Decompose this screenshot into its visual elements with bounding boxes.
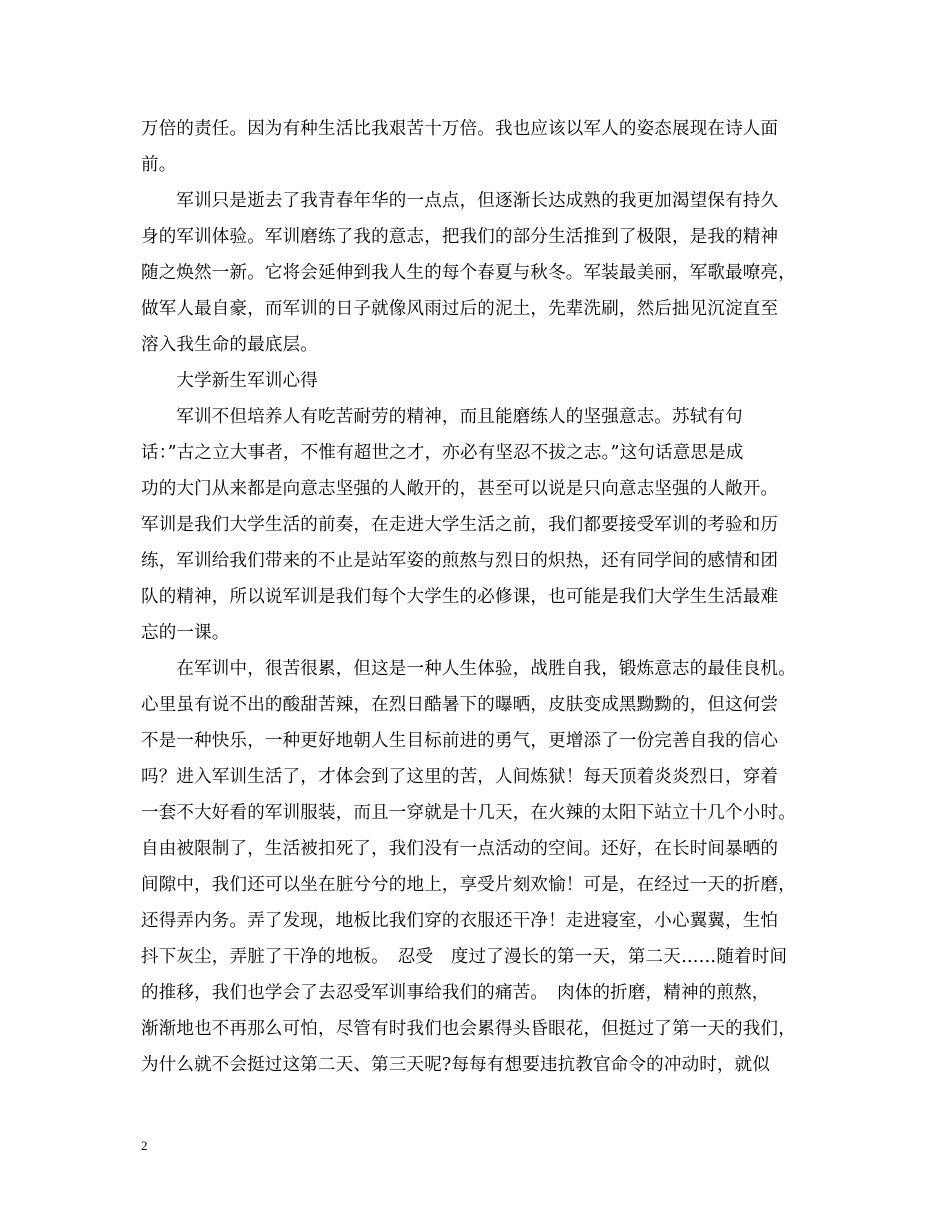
text-line: 间隙中，我们还可以坐在脏兮兮的地上，享受片刻欢愉！可是，在经过一天的折磨， xyxy=(141,875,796,895)
text-line: 渐渐地也不再那么可怕，尽管有时我们也会累得头昏眼花，但挺过了第一天的我们， xyxy=(141,1019,796,1039)
text-line: 军训不但培养人有吃苦耐劳的精神，而且能磨练人的坚强意志。苏轼有句 xyxy=(141,407,743,427)
text-line: 忘的一课。 xyxy=(141,623,230,643)
text-line: 一套不大好看的军训服装，而且一穿就是十几天，在火辣的太阳下站立十几个小时。 xyxy=(141,803,796,823)
text-line: 军训只是逝去了我青春年华的一点点，但逐渐长达成熟的我更加渴望保有持久 xyxy=(141,191,779,211)
text-line: 抖下灰尘，弄脏了干净的地板。 忍受 度过了漫长的第一天，第二天……随着时间 xyxy=(141,947,788,967)
text-line: 万倍的责任。因为有种生活比我艰苦十万倍。我也应该以军人的姿态展现在诗人面 xyxy=(141,119,779,139)
text-line: 心里虽有说不出的酸甜苦辣，在烈日酷暑下的曝晒，皮肤变成黑黝黝的，但这何尝 xyxy=(141,695,779,715)
text-line: 做军人最自豪，而军训的日子就像风雨过后的泥土，先辈洗刷，然后拙见沉淀直至 xyxy=(141,299,779,319)
text-line: 溶入我生命的最底层。 xyxy=(141,335,318,355)
text-line: 为什么就不会挺过这第二天、第三天呢?每每有想要违抗教官命令的冲动时，就似 xyxy=(141,1055,771,1075)
text-line: 前。 xyxy=(141,155,177,175)
text-line: 练，军训给我们带来的不止是站军姿的煎熬与烈日的炽热，还有同学间的感情和团 xyxy=(141,551,779,571)
text-line: 队的精神，所以说军训是我们每个大学生的必修课，也可能是我们大学生生活最难 xyxy=(141,587,779,607)
text-line: 吗？进入军训生活了，才体会到了这里的苦，人间炼狱！每天顶着炎炎烈日，穿着 xyxy=(141,767,779,787)
text-line: 功的大门从来都是向意志坚强的人敞开的，甚至可以说是只向意志坚强的人敞开。 xyxy=(141,479,779,499)
text-line: 军训是我们大学生活的前奏，在走进大学生活之前，我们都要接受军训的考验和历 xyxy=(141,515,779,535)
text-line: 的推移，我们也学会了去忍受军训事给我们的痛苦。 肉体的折磨，精神的煎熬， xyxy=(141,983,770,1003)
text-line: 话：”古之立大事者，不惟有超世之才，亦必有坚忍不拔之志。”这句话意思是成 xyxy=(141,443,744,463)
text-line: 自由被限制了，生活被扣死了，我们没有一点活动的空间。还好，在长时间暴晒的 xyxy=(141,839,779,859)
text-line: 随之焕然一新。它将会延伸到我人生的每个春夏与秋冬。军装最美丽，军歌最嘹亮， xyxy=(141,263,796,283)
section-heading: 大学新生军训心得 xyxy=(141,371,318,391)
page-number: 2 xyxy=(141,1138,148,1153)
text-line: 在军训中，很苦很累，但这是一种人生体验，战胜自我，锻炼意志的最佳良机。 xyxy=(141,659,796,679)
text-line: 还得弄内务。弄了发现，地板比我们穿的衣服还干净！走进寝室，小心翼翼，生怕 xyxy=(141,911,779,931)
text-line: 不是一种快乐，一种更好地朝人生目标前进的勇气，更增添了一份完善自我的信心 xyxy=(141,731,779,751)
text-line: 身的军训体验。军训磨练了我的意志，把我们的部分生活推到了极限，是我的精神 xyxy=(141,227,779,247)
